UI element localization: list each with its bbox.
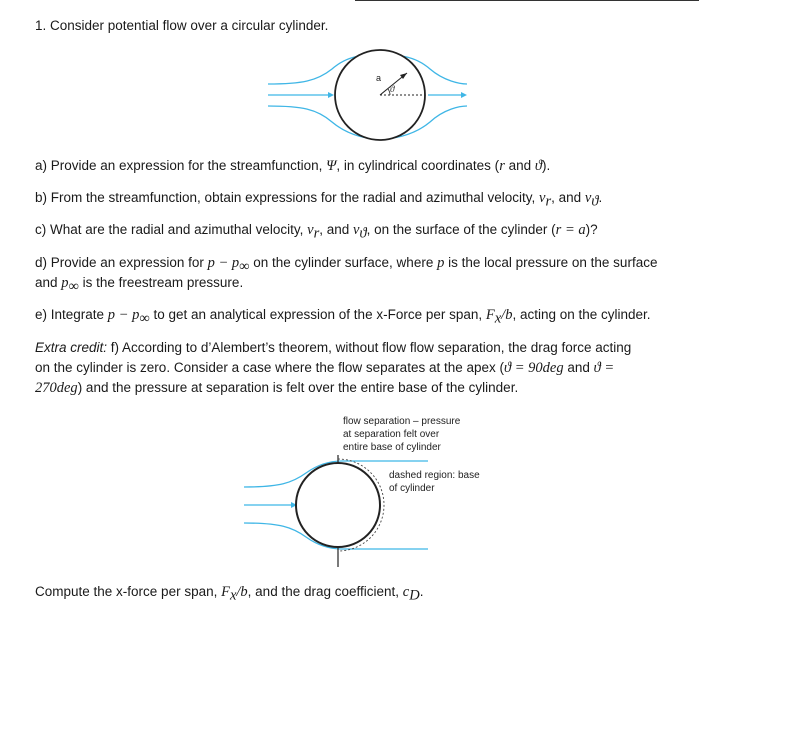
question-title: 1. Consider potential flow over a circular cylinder. bbox=[35, 18, 329, 33]
cylinder-flow-figure bbox=[262, 47, 472, 147]
question-b: b) From the streamfunction, obtain expressions for the radial and azimuthal velocity, $v_r$, and $v_ϑ$. bbox=[35, 190, 603, 210]
radius-label: a bbox=[376, 73, 382, 83]
question-f-line1: Extra credit: f) According to d’Alembert’s theorem, without flow flow separation, the drag force acting bbox=[35, 340, 632, 355]
question-f-line3: 270deg) and the pressure at separation is felt over the entire base of the cylinder. bbox=[35, 380, 519, 396]
arrow-left-icon bbox=[328, 92, 334, 98]
question-d-line1: d) Provide an expression for $p - p_\infty$ on the cylinder surface, where p is the local pressure on the surface bbox=[35, 255, 658, 275]
question-f-line2: on the cylinder is zero. Consider a case where the flow separates at the apex (ϑ = 90deg and ϑ = bbox=[35, 360, 615, 376]
angle-label: ϑ bbox=[390, 84, 395, 94]
question-d-line2: and $p_\infty$ is the freestream pressure. bbox=[35, 275, 244, 295]
question-c: c) What are the radial and azimuthal velocity, $v_r$, and $v_ϑ$, on the surface of the cylinder (r = a)? bbox=[35, 222, 598, 242]
question-a: a) Provide an expression for the streamfunction, Ψ, in cylindrical coordinates (r and ϑ). bbox=[35, 158, 551, 174]
final-question: Compute the x-force per span, $F_x/b$, and the drag coefficient, $c_D$. bbox=[35, 584, 424, 604]
arrow-right-icon bbox=[461, 92, 467, 98]
question-e: e) Integrate $p - p_\infty$ to get an analytical expression of the x-Force per span, $F_x/b$, acting on the cylinder. bbox=[35, 307, 651, 327]
base-label: dashed region: base of cylinder bbox=[389, 470, 480, 494]
top-rule bbox=[355, 0, 699, 1]
separation-label: flow separation – pressure at separation felt over entire base of cylinder bbox=[343, 416, 461, 453]
